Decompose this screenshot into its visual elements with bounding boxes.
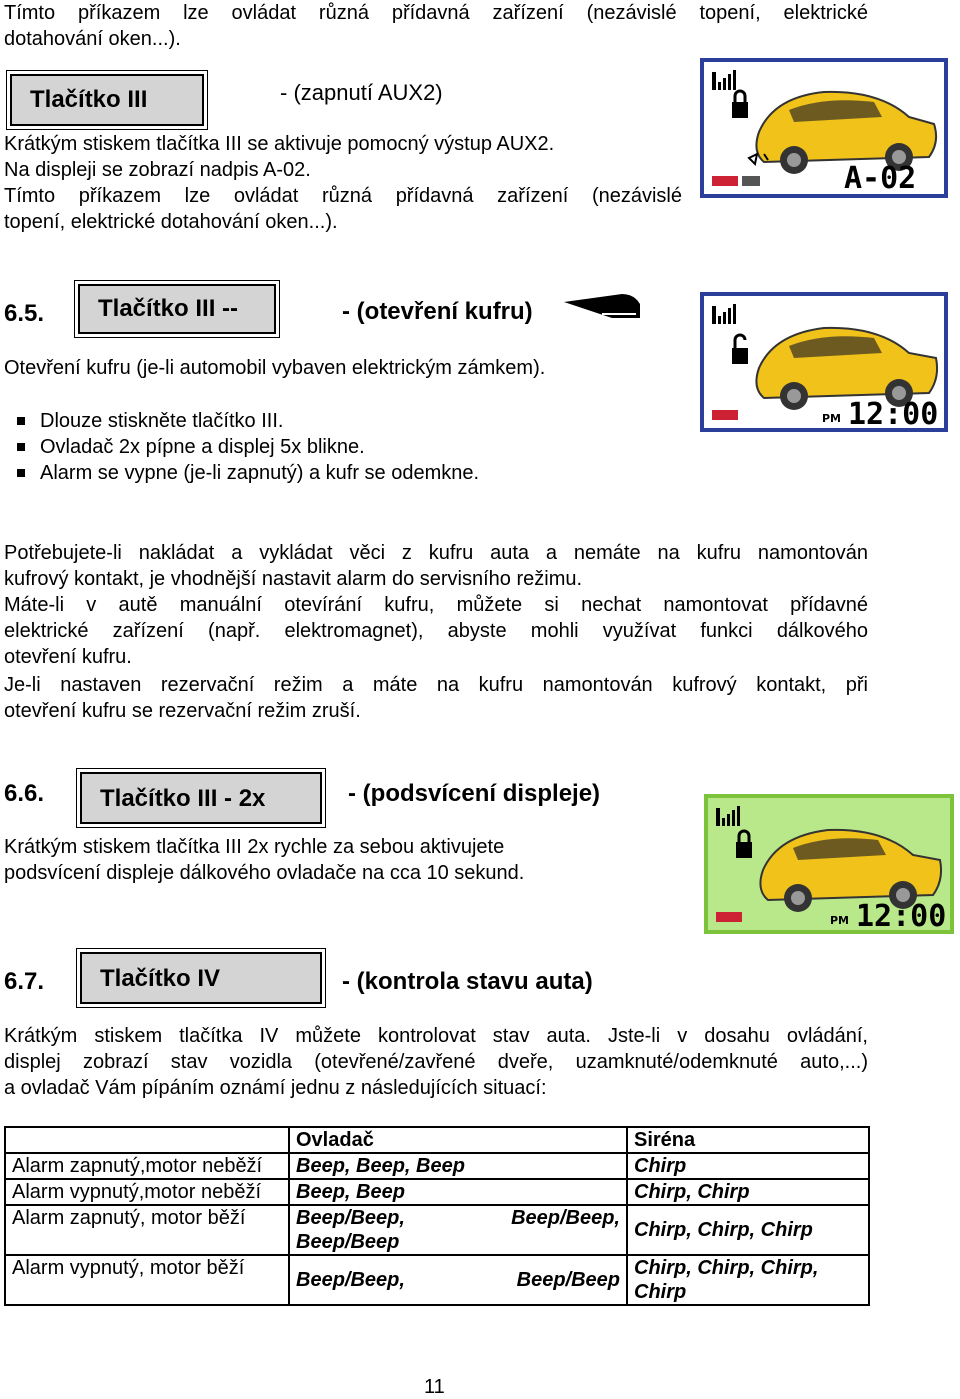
trunk-para1b: kufrový kontakt, je vhodnější nastavit alarm do servisního režimu. — [4, 568, 583, 590]
table-cell: Alarm vypnutý,motor neběží — [5, 1179, 289, 1205]
status-table — [4, 1126, 870, 1306]
page-number: 11 — [424, 1376, 445, 1398]
button-label-aux2: Tlačítko III — [10, 74, 204, 126]
remote-display-trunk — [700, 292, 948, 432]
car-unlock-icon — [704, 296, 944, 428]
table-row — [5, 1205, 869, 1255]
aux2-p2: Na displeji se zobrazí nadpis A-02. — [4, 159, 311, 181]
display-pm: PM — [822, 412, 842, 425]
table-header-cell — [5, 1127, 289, 1153]
car-lock-backlit-icon — [708, 798, 950, 930]
trunk-intro: Otevření kufru (je-li automobil vybaven elektrickým zámkem). — [4, 357, 546, 379]
display-pm: PM — [830, 914, 850, 927]
section-number-6-5: 6.5. — [4, 300, 45, 327]
list-item: Ovladač 2x pípne a displej 5x blikne. — [20, 434, 365, 460]
table-row — [5, 1255, 869, 1305]
trunk-open-icon — [562, 290, 644, 324]
aux2-p1: Krátkým stiskem tlačítka III se aktivuje pomocný výstup AUX2. — [4, 133, 555, 155]
section-number-6-7: 6.7. — [4, 968, 45, 995]
trunk-para2b: elektrické zařízení (např. elektromagnet), abyste mohli využívat funkci dálkového — [4, 620, 868, 642]
table-cell: Alarm zapnutý,motor neběží — [5, 1153, 289, 1179]
table-cell: Beep/Beep, Beep/Beep — [289, 1255, 627, 1305]
table-cell: Beep, Beep, Beep — [289, 1153, 627, 1179]
display-time: 12:00 — [848, 397, 939, 428]
backlight-p1: Krátkým stiskem tlačítka III 2x rychle za sebou aktivujete — [4, 836, 505, 858]
heading-status: - (kontrola stavu auta) — [342, 968, 593, 995]
aux2-p3a: Tímto příkazem lze ovládat různá přídavná zařízení (nezávislé — [4, 185, 682, 207]
table-header-cell: Siréna — [627, 1127, 869, 1153]
table-cell: Chirp, Chirp, Chirp, Chirp — [627, 1255, 869, 1305]
remote-display-backlight — [704, 794, 954, 934]
table-header-row — [5, 1127, 869, 1153]
status-p2: displej zobrazí stav vozidla (otevřené/zavřené dveře, uzamknuté/odemknuté auto,...) — [4, 1051, 868, 1073]
heading-aux2: - (zapnutí AUX2) — [280, 80, 443, 105]
table-cell: Alarm zapnutý, motor běží — [5, 1205, 289, 1255]
aux2-p3b: topení, elektrické dotahování oken...). — [4, 211, 338, 233]
table-header-cell: Ovladač — [289, 1127, 627, 1153]
trunk-para1a: Potřebujete-li nakládat a vykládat věci z kufru auta a nemáte na kufru namontován — [4, 542, 868, 564]
backlight-p2: podsvícení displeje dálkového ovladače na cca 10 sekund. — [4, 862, 525, 884]
heading-trunk: - (otevření kufru) — [342, 298, 533, 325]
button-label-status: Tlačítko IV — [80, 952, 322, 1004]
table-cell: Beep, Beep — [289, 1179, 627, 1205]
trunk-para2a: Máte-li v autě manuální otevírání kufru, můžete si nechat namontovat přídavné — [4, 594, 868, 616]
display-readout-aux2: A-02 — [844, 161, 917, 194]
trunk-para2c: otevření kufru. — [4, 646, 132, 668]
intro-line-1: Tímto příkazem lze ovládat různá přídavná zařízení (nezávislé topení, elektrické — [4, 2, 868, 24]
list-item: Dlouze stiskněte tlačítko III. — [20, 408, 283, 434]
trunk-para3b: otevření kufru se rezervační režim zruší. — [4, 700, 361, 722]
table-cell: Beep/Beep, Beep/Beep, Beep/Beep — [289, 1205, 627, 1255]
trunk-para3a: Je-li nastaven rezervační režim a máte na kufru namontován kufrový kontakt, při — [4, 674, 868, 696]
button-label-backlight: Tlačítko III - 2x — [80, 772, 322, 824]
list-item: Alarm se vypne (je-li zapnutý) a kufr se odemkne. — [20, 460, 479, 486]
car-lock-icon — [704, 62, 944, 194]
table-row — [5, 1179, 869, 1205]
table-cell: Chirp, Chirp — [627, 1179, 869, 1205]
heading-backlight: - (podsvícení displeje) — [348, 780, 601, 807]
table-cell: Chirp — [627, 1153, 869, 1179]
remote-display-aux2 — [700, 58, 948, 198]
button-label-trunk: Tlačítko III -- — [78, 284, 276, 334]
table-row — [5, 1153, 869, 1179]
status-p1: Krátkým stiskem tlačítka IV můžete kontrolovat stav auta. Jste-li v dosahu ovládání, — [4, 1025, 868, 1047]
display-time: 12:00 — [856, 899, 947, 930]
status-p3: a ovladač Vám pípáním oznámí jednu z následujících situací: — [4, 1077, 547, 1099]
table-cell: Alarm vypnutý, motor běží — [5, 1255, 289, 1305]
section-number-6-6: 6.6. — [4, 780, 45, 807]
intro-line-2: dotahování oken...). — [4, 28, 181, 50]
table-cell: Chirp, Chirp, Chirp — [627, 1205, 869, 1255]
